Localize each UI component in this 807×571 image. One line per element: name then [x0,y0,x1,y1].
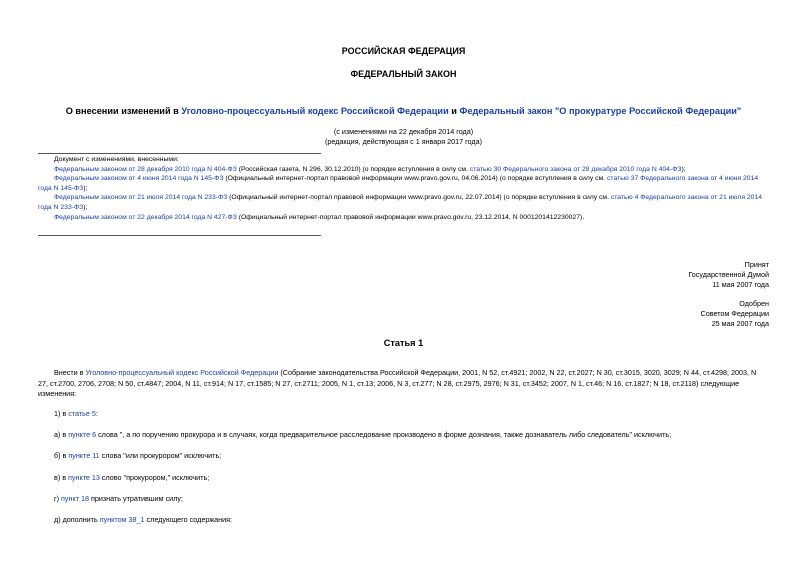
link-item-38-1[interactable]: пунктом 38_1 [99,515,145,524]
law-type-heading: ФЕДЕРАЛЬНЫЙ ЗАКОН [350,69,457,79]
link-item-11[interactable]: пункте 11 [68,451,100,460]
change-link[interactable]: Федеральным законом от 4 июня 2014 года N 145-ФЗ [54,175,224,183]
change-link[interactable]: Федеральным законом от 28 декабря 2010 года N 404-ФЗ [54,165,237,173]
change-item: Федеральным законом от 21 июля 2014 года N 233-ФЗ (Официальный интернет-портал правовой информации www.pravo.gov.ru, 22.07.2014) (о порядке вступления в силу см. статью 4 Федерального закона от 21 июля 2014 года N 233-ФЗ); [38,194,763,211]
article-intro: Внести в Уголовно-процессуальный кодекс Российской Федерации (Собрание законодательства Российской Федерации, 2001, N 52, ст.4921; 2002, N 22, ст.2027; N 30, ст.3015, 3020, 3029; N 44, ст.4298; 2003, N 27, ст.2700, 2706, 2708; N 50, ст.4847; 2004, N 11, ст.914; N 17, ст.1585; N 27, ст.2711; 2005, N 1, ст.13; 2006, N 3, ст.277; N 28, ст.2975, 2976; N 31, ст.3452; 2007, N 1, ст.46; N 16, ст.1827; N 18, ст.2118) следующие изменения: [38,368,757,399]
article-heading: Статья 1 [383,338,424,348]
change-item: Федеральным законом от 4 июня 2014 года N 145-ФЗ (Официальный интернет-портал правовой информации www.pravo.gov.ru, 04.06.2014) (о порядке вступления в силу см. статью 37 Федерального закона от 4 июня 2014 года N 145-ФЗ); [38,175,759,192]
link-article-5[interactable]: статье 5 [68,409,96,418]
country-heading: РОССИЙСКАЯ ФЕДЕРАЦИЯ [341,46,466,56]
change-link[interactable]: Федеральным законом от 22 декабря 2014 года N 427-ФЗ [54,213,237,221]
changes-heading: Документ с изменениями, внесенными: [54,156,179,163]
document-title [0,106,807,116]
link-item-6[interactable]: пункте 6 [68,430,97,439]
paragraph-a: а) в пункте 6 слова ", а по поручению прокурора и в случаях, когда предварительное расследование производено в форме дознания, также дознаватель либо следователь" исключить; [54,430,672,439]
title-link-prosecutor-law[interactable]: Федеральный закон "О прокуратуре Российской Федерации" [459,106,742,116]
adoption-duma-date: 11 мая 2007 года [712,280,769,289]
changes-block [38,155,770,222]
adoption-duma-body: Государственной Думой [688,270,769,279]
edition-line-2: (редакция, действующая с 1 января 2017 года) [325,137,482,146]
change-item: Федеральным законом от 28 декабря 2010 года N 404-ФЗ (Российская газета, N 296, 30.12.2010) (о порядке вступления в силу см. статью 30 Федерального закона от 28 декабря 2010 года N 404-ФЗ); [54,165,686,173]
adoption-council-body: Советом Федерации [700,309,769,318]
paragraph-g: г) пункт 18 признать утратившим силу; [54,494,183,503]
title-link-upk[interactable]: Уголовно-процессуальный кодекс Российской Федерации [181,106,449,116]
title-prefix: О внесении изменений в [65,106,182,116]
adoption-duma-label: Принят [744,260,769,269]
link-item-18[interactable]: пункт 18 [61,494,89,503]
change-link[interactable]: Федеральным законом от 21 июля 2014 года N 233-ФЗ [54,194,228,202]
paragraph-1: 1) в статье 5: [54,409,98,418]
change-link-order[interactable]: статью 4 Федерального закона от 21 июля 2014 года N 233-ФЗ [38,194,763,211]
divider-bottom [38,235,321,236]
adoption-council [701,299,769,329]
title-and: и [448,106,460,116]
change-link-order[interactable]: статью 30 Федерального закона от 28 декабря 2010 года N 404-ФЗ [469,165,682,173]
divider-top [38,153,321,154]
intro-link-upk[interactable]: Уголовно-процессуальный кодекс Российской Федерации [85,368,279,377]
change-item: Федеральным законом от 22 декабря 2014 года N 427-ФЗ (Официальный интернет-портал правовой информации www.pravo.gov.ru, 23.12.2014, N 0001201412230027). [54,213,585,221]
paragraph-v: в) в пункте 13 слово "прокурором," исключить; [54,473,210,482]
adoption-council-label: Одобрен [739,299,769,308]
paragraph-d: д) дополнить пунктом 38_1 следующего содержания: [54,515,233,524]
adoption-council-date: 25 мая 2007 года [711,319,769,328]
paragraph-b: б) в пункте 11 слова "или прокурором" исключить; [54,451,222,460]
link-item-13[interactable]: пункте 13 [68,473,100,482]
adoption-duma [688,260,769,290]
change-link-order[interactable]: статью 37 Федерального закона от 4 июня 2014 года N 145-ФЗ [38,175,759,192]
edition-line-1: (с изменениями на 22 декабря 2014 года) [333,127,474,136]
